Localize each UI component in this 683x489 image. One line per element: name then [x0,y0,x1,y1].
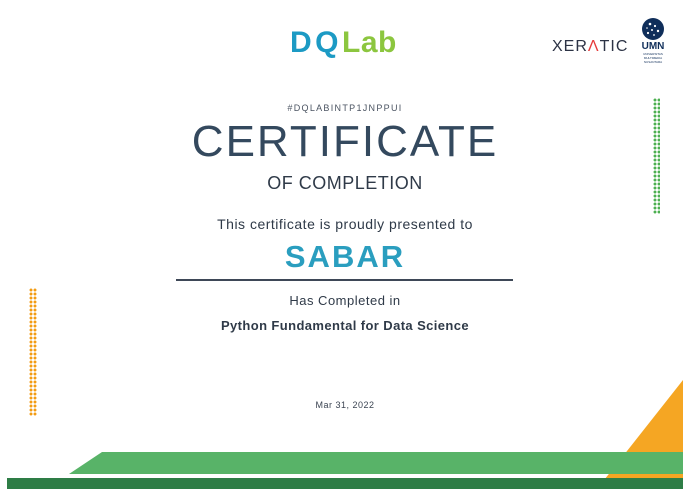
xeratic-logo-pre: XER [552,38,588,55]
logo-letter-d: D [290,26,313,59]
issue-date: Mar 31, 2022 [315,400,375,410]
certificate-title: CERTIFICATE [191,117,499,166]
xeratic-logo-post: TIC [599,38,629,55]
completed-text: Has Completed in [289,293,401,308]
course-name: Python Fundamental for Data Science [220,318,470,333]
logo-lab: Lab [342,26,397,59]
xeratic-logo-accent: Λ [587,38,600,55]
dark-green-footer-bar [7,478,683,489]
umn-subtitle: UNIVERSITAS MULTIMEDIA NUSANTARA [643,52,663,64]
recipient-name: SABAR [284,239,406,274]
footer-shapes [7,0,683,489]
green-footer-stripe [69,452,683,474]
certificate-subtitle: OF COMPLETION [267,173,423,193]
presented-text: This certificate is proudly presented to [217,216,473,232]
umn-label: UMN [641,41,665,52]
logo-letter-q: Q [315,26,340,59]
certificate-code: #DQLABINTP1JNPPUI [287,103,403,113]
certificate [7,0,683,489]
